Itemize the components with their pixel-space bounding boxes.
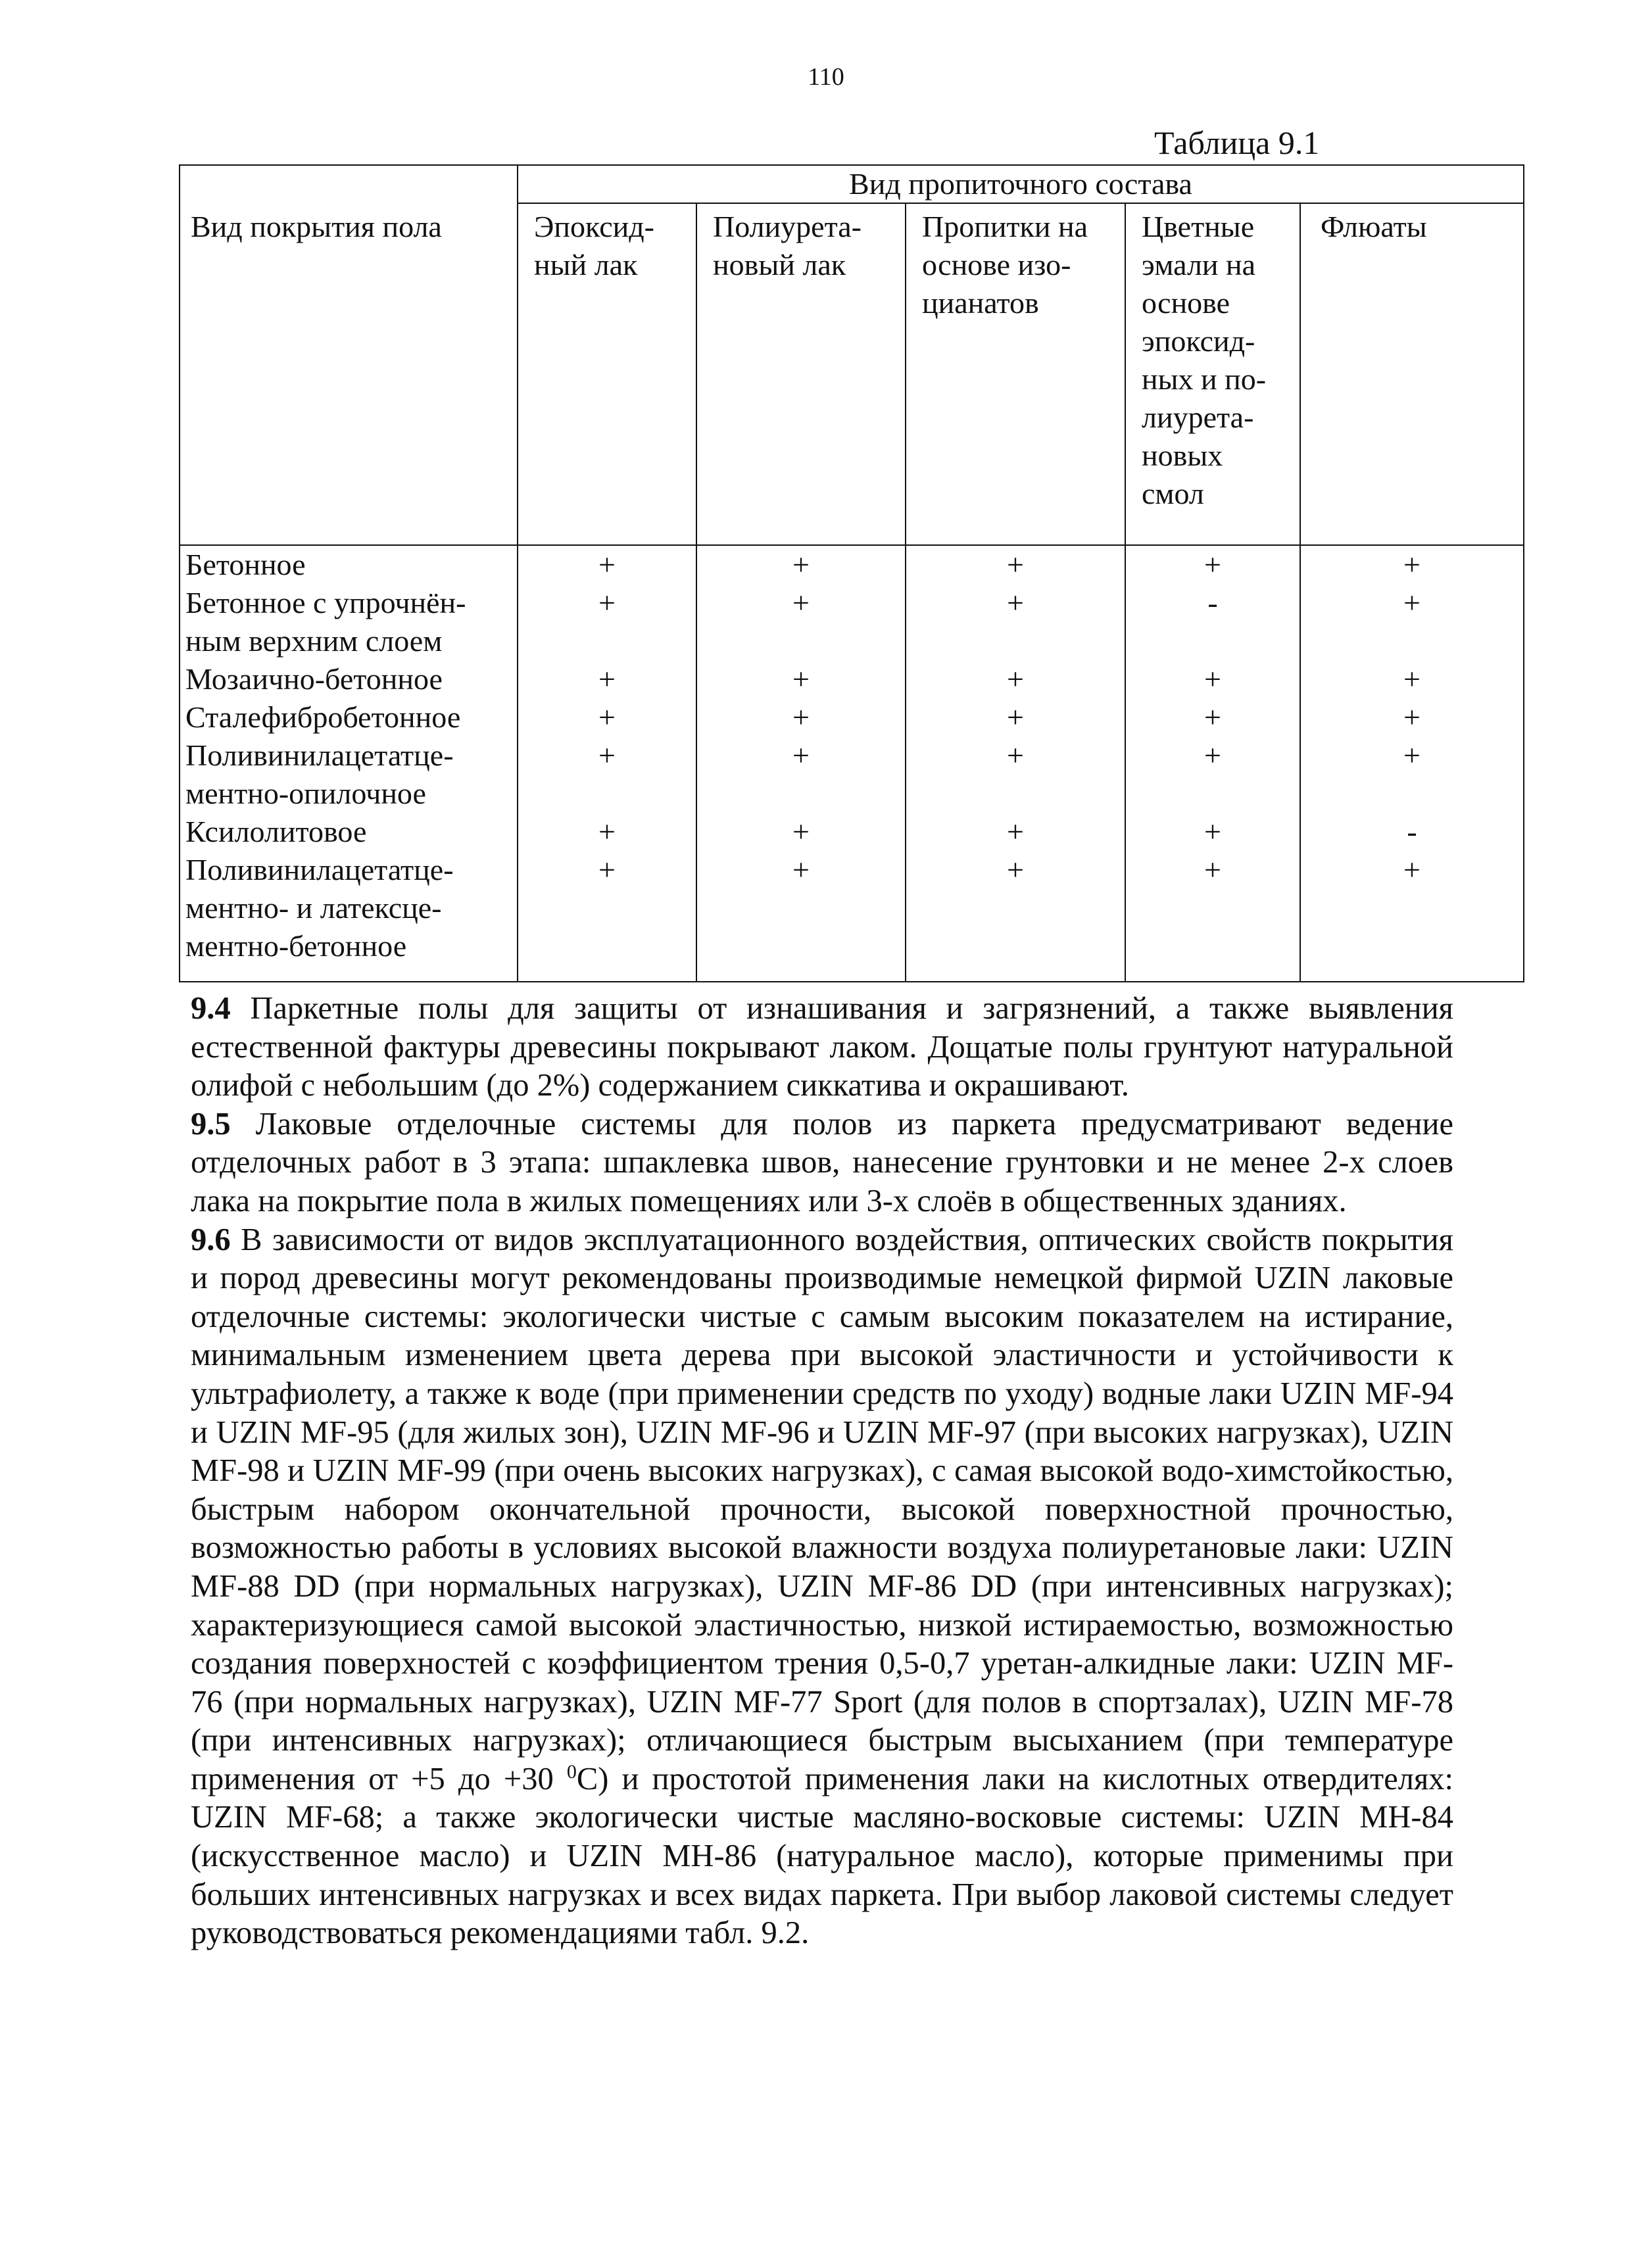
section-number: 9.6 xyxy=(191,1222,231,1257)
row-label: Ксилолитовое xyxy=(180,813,518,851)
column-header: Флюаты xyxy=(1300,203,1524,545)
table-cell: + xyxy=(696,851,906,982)
page-number: 110 xyxy=(808,63,844,91)
table-cell: + xyxy=(1300,660,1524,698)
paragraph-text: В зависимости от видов эксплуатационного воздействия, оптических свойств покрытия и пород древесины могут рекомендованы производимые немецкой фирмой UZIN лаковые отделочные системы: экологически чистые с самым высоким показателем на истирание, минимальным изменением цвета дерева при высокой эластичности и устойчивости к ультрафиолету, а также к воде (при применении средств по уходу) водные лаки UZIN MF-94 и UZIN MF-95 (для жилых зон), UZIN MF-96 и UZIN MF-97 (при высоких нагрузках), UZIN MF-98 и UZIN MF-99 (при очень высоких нагрузках), с самая высокой водо-химстойкостью, быстрым набором окончательной прочности, высокой поверхностной прочностью, возможностью работы в условиях высокой влажности воздуха полиуретановые лаки: UZIN MF-88 DD (при нормальных нагрузках), UZIN MF-86 DD (при интенсивных нагрузках); характеризующиеся самой высокой эластичностью, низкой истираемостью, возможностью создания поверхностей с коэффициентом трения 0,5-0,7 уретан-алкидные лаки: UZIN MF-76 (при нормальных нагрузках), UZIN MF-77 Sport (для полов в спортзалах), UZIN MF-78 (при интенсивных нагрузках); отличающиеся быстрым высыханием (при температуре применения от +5 до +30 xyxy=(191,1222,1453,1796)
table-row xyxy=(180,736,1524,813)
table-cell: + xyxy=(1125,545,1300,584)
table-row xyxy=(180,660,1524,698)
table-cell: + xyxy=(906,813,1125,851)
table-row xyxy=(180,698,1524,736)
table-cell: + xyxy=(1125,813,1300,851)
table-cell: + xyxy=(906,736,1125,813)
table-caption: Таблица 9.1 xyxy=(1154,124,1320,161)
paragraph-text-continued: С) и простотой применения лаки на кислотных отвердителях: UZIN MF-68; а также экологически чистые масляно-восковые системы: UZIN MH-84 (искусственное масло) и UZIN MH-86 (натуральное масло), которые применимы при больших интенсивных нагрузках и всех видах паркета. При выбор лаковой системы следует руководствоваться рекомендациями табл. 9.2. xyxy=(191,1761,1454,1951)
table-cell: + xyxy=(1125,660,1300,698)
paragraph-9-6 xyxy=(191,1221,1453,1953)
paragraph-text: Лаковые отделочные системы для полов из паркета предусматривают ведение отделочных работ в 3 этапа: шпаклевка швов, нанесение грунтовки и не менее 2-х слоев лака на покрытие пола в жилых помещениях или 3-х слоёв в общественных зданиях. xyxy=(191,1106,1453,1218)
table-row xyxy=(180,545,1524,584)
table-cell: + xyxy=(696,584,906,660)
degree-superscript: 0 xyxy=(566,1760,577,1783)
table-row xyxy=(180,851,1524,982)
column-header: Цветные эмали на основе эпоксид- ных и по- лиурета- новых смол xyxy=(1125,203,1300,545)
table-cell: + xyxy=(1125,736,1300,813)
impregnation-table xyxy=(179,164,1524,982)
section-number: 9.4 xyxy=(191,991,231,1026)
column-header: Полиурета- новый лак xyxy=(696,203,906,545)
paragraph-text: Паркетные полы для защиты от изнашивания и загрязнений, а также выявления естественной фактуры древесины покрывают лаком. Дощатые полы грунтуют натуральной олифой с небольшим (до 2%) содержанием сиккатива и окрашивают. xyxy=(191,991,1453,1103)
table-cell: + xyxy=(518,545,696,584)
table-cell: + xyxy=(906,584,1125,660)
table-cell: + xyxy=(906,851,1125,982)
body-text xyxy=(191,990,1453,1953)
table-cell: + xyxy=(1300,584,1524,660)
table-cell: + xyxy=(1300,851,1524,982)
table-cell: + xyxy=(1300,736,1524,813)
column-header: Эпоксид- ный лак xyxy=(518,203,696,545)
table-row xyxy=(180,584,1524,660)
row-label: Бетонное с упрочнён- ным верхним слоем xyxy=(180,584,518,660)
table-cell: + xyxy=(1125,851,1300,982)
table-cell: + xyxy=(1300,698,1524,736)
row-label: Мозаично-бетонное xyxy=(180,660,518,698)
floor-type-header: Вид покрытия пола xyxy=(180,165,518,545)
table-cell: + xyxy=(518,660,696,698)
column-header: Пропитки на основе изо- цианатов xyxy=(906,203,1125,545)
table-cell: + xyxy=(696,660,906,698)
table-cell: + xyxy=(696,545,906,584)
table-cell: + xyxy=(518,698,696,736)
section-number: 9.5 xyxy=(191,1106,231,1142)
row-label: Бетонное xyxy=(180,545,518,584)
paragraph-9-5 xyxy=(191,1105,1453,1221)
table-cell: + xyxy=(906,660,1125,698)
table-cell: - xyxy=(1125,584,1300,660)
table-cell: + xyxy=(1125,698,1300,736)
table-cell: + xyxy=(696,698,906,736)
table-row xyxy=(180,813,1524,851)
paragraph-9-4 xyxy=(191,990,1453,1105)
row-label: Поливинилацетатце- ментно- и латексце- ментно-бетонное xyxy=(180,851,518,982)
table-cell: + xyxy=(1300,545,1524,584)
row-label: Сталефибробетонное xyxy=(180,698,518,736)
table-cell: + xyxy=(696,813,906,851)
row-label: Поливинилацетатце- ментно-опилочное xyxy=(180,736,518,813)
table-cell: + xyxy=(518,851,696,982)
table-cell: - xyxy=(1300,813,1524,851)
table-cell: + xyxy=(696,736,906,813)
table-cell: + xyxy=(906,698,1125,736)
table-cell: + xyxy=(906,545,1125,584)
table-cell: + xyxy=(518,813,696,851)
table-cell: + xyxy=(518,736,696,813)
table-cell: + xyxy=(518,584,696,660)
impregnation-type-header: Вид пропиточного состава xyxy=(518,165,1524,203)
